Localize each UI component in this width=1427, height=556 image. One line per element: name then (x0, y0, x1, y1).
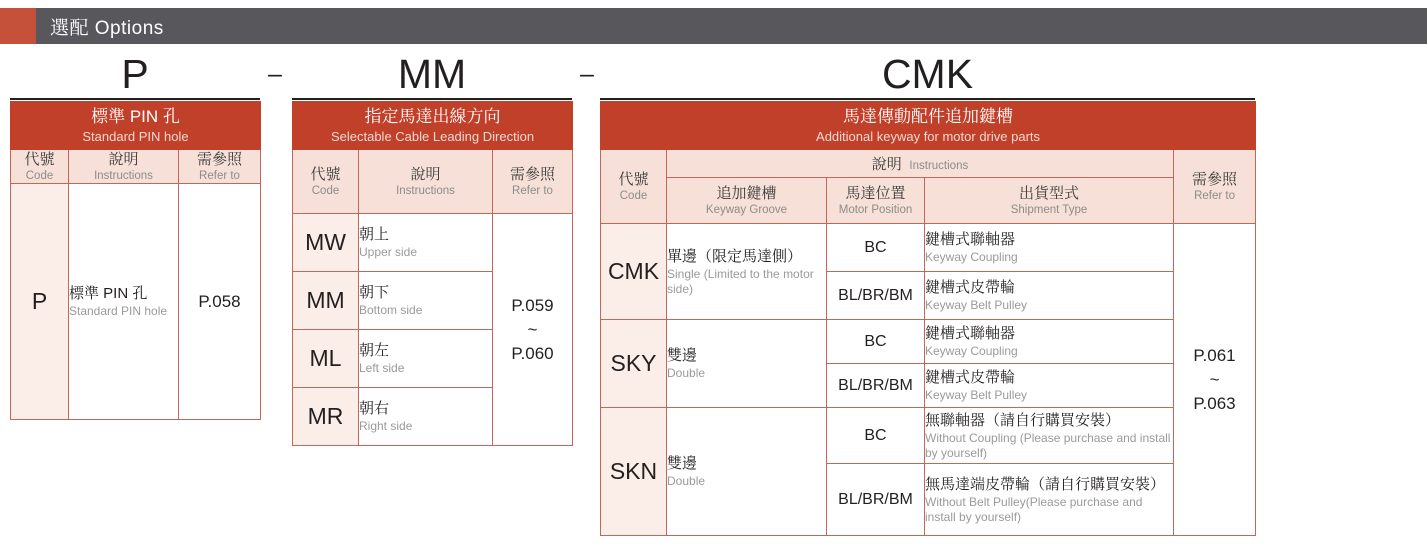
band-title-cn: 標準 PIN 孔 (91, 107, 180, 126)
cell-shipment (925, 364, 1174, 408)
header-refer (1174, 150, 1256, 224)
code-letter-p: P (121, 51, 149, 97)
cell-shipment-en: Keyway Belt Pulley (925, 298, 1028, 312)
header-refer-en: Refer to (199, 170, 240, 182)
header-shipment-cn: 出貨型式 (1018, 185, 1079, 202)
header-refer-en: Refer to (512, 185, 553, 197)
cell-desc-cn: 朝下 (359, 284, 390, 301)
cell-refer-mm (493, 214, 573, 446)
cell-code-mw: MW (293, 214, 359, 272)
refer-line-3: P.060 (511, 343, 554, 363)
code-separator-1: – (268, 60, 282, 88)
header-code-cn: 代號 (24, 151, 55, 168)
header-keyway-groove (667, 178, 827, 224)
header-code-cn: 代號 (310, 166, 341, 183)
band-title-en: Additional keyway for motor drive parts (816, 129, 1041, 144)
band-title-cn: 馬達傳動配件追加鍵槽 (843, 107, 1014, 126)
header-refer-en: Refer to (1194, 190, 1235, 202)
header-refer (493, 150, 573, 214)
table-row (601, 408, 1256, 464)
header-motor-position-cn: 馬達位置 (845, 185, 906, 202)
header-instructions (359, 150, 493, 214)
table-header-row-top (601, 150, 1256, 178)
code-letters-row (0, 48, 1427, 100)
cell-desc-en: Bottom side (359, 303, 423, 317)
cell-code-ml: ML (293, 330, 359, 388)
cell-keyway-en: Double (667, 366, 706, 380)
header-instructions-cn: 說明 (410, 166, 441, 183)
underline-cmk (600, 98, 1255, 100)
band-additional-keyway (601, 102, 1256, 150)
header-motor-position (827, 178, 925, 224)
cell-desc-cn: 標準 PIN 孔 (69, 285, 148, 302)
header-refer-cn: 需參照 (1192, 171, 1238, 188)
header-keyway-cn: 追加鍵槽 (716, 185, 777, 202)
cell-shipment (925, 408, 1174, 464)
cell-keyway-cn: 雙邊 (667, 347, 698, 364)
cell-code-mm: MM (293, 272, 359, 330)
cell-desc-en: Left side (359, 361, 405, 375)
cell-shipment-en: Keyway Coupling (925, 344, 1018, 358)
underline-mm (292, 98, 572, 100)
cell-keyway-cn: 單邊（限定馬達側） (667, 247, 803, 265)
refer-line-1: P.059 (511, 295, 554, 315)
cell-refer-p: P.058 (179, 184, 261, 420)
cell-keyway-cn: 雙邊 (667, 455, 698, 472)
cell-desc-cn: 朝左 (359, 342, 390, 359)
cell-motor-position: BC (827, 224, 925, 272)
cell-code-skn: SKN (601, 408, 667, 536)
cell-shipment-en: Without Coupling (Please purchase and install by yourself) (925, 430, 1171, 460)
table-row (601, 320, 1256, 364)
cell-code-p: P (11, 184, 69, 420)
code-letter-mm: MM (397, 51, 467, 97)
cell-desc-en: Standard PIN hole (69, 304, 168, 318)
cell-desc-en: Upper side (359, 245, 418, 259)
code-letter-cmk: CMK (881, 51, 974, 97)
table-row (11, 184, 261, 420)
header-instructions-cn: 說明 (108, 151, 139, 168)
header-refer-cn: 需參照 (197, 151, 243, 168)
code-separator-2: – (580, 60, 594, 88)
header-code-en: Code (25, 170, 54, 182)
cell-shipment-cn: 鍵槽式聯軸器 (925, 325, 1016, 342)
cell-shipment-cn: 鍵槽式皮帶輪 (925, 279, 1016, 296)
cell-shipment-en: Without Belt Pulley(Please purchase and install by yourself) (925, 494, 1143, 524)
header-keyway-en: Keyway Groove (705, 204, 788, 216)
cell-shipment-cn: 鍵槽式皮帶輪 (925, 369, 1016, 386)
refer-line-3: P.063 (1193, 393, 1236, 413)
table-header-row (293, 150, 573, 214)
cell-code-sky: SKY (601, 320, 667, 408)
table-band-row (293, 102, 573, 150)
cell-keyway-en: Single (Limited to the motor side) (667, 266, 814, 296)
cell-desc-mw (359, 214, 493, 272)
refer-line-1: P.061 (1193, 345, 1236, 365)
header-code-cn: 代號 (618, 171, 649, 188)
cell-shipment-cn: 鍵槽式聯軸器 (925, 231, 1016, 248)
cell-shipment-en: Keyway Belt Pulley (925, 388, 1028, 402)
cell-motor-position: BL/BR/BM (827, 464, 925, 536)
header-instructions (69, 150, 179, 184)
header-shipment-en: Shipment Type (1010, 204, 1088, 216)
underline-p (10, 98, 260, 100)
cell-motor-position: BL/BR/BM (827, 364, 925, 408)
cell-shipment (925, 464, 1174, 536)
refer-line-2: ~ (527, 319, 538, 339)
header-instructions (667, 150, 1174, 178)
cell-motor-position: BC (827, 320, 925, 364)
cell-shipment (925, 320, 1174, 364)
table-row (293, 214, 573, 272)
header-accent-tab (0, 8, 36, 44)
page-title: 選配 Options (50, 17, 164, 39)
header-refer-cn: 需參照 (510, 166, 556, 183)
section-header (0, 8, 1427, 44)
header-shipment-type (925, 178, 1174, 224)
cell-desc-en: Right side (359, 419, 413, 433)
band-title-cn: 指定馬達出線方向 (364, 107, 501, 126)
table-cable-leading-direction (292, 101, 573, 446)
table-row (601, 224, 1256, 272)
cell-code-mr: MR (293, 388, 359, 446)
band-standard-pin-hole (11, 102, 261, 150)
cell-keyway-cmk (667, 224, 827, 320)
table-header-row-sub (601, 178, 1256, 224)
cell-code-cmk: CMK (601, 224, 667, 320)
cell-shipment-cn: 無馬達端皮帶輪（請自行購買安裝） (925, 475, 1166, 493)
cell-shipment (925, 272, 1174, 320)
table-band-row (11, 102, 261, 150)
cell-desc-p (69, 184, 179, 420)
header-instructions-en: Instructions (94, 170, 153, 182)
table-additional-keyway (600, 101, 1256, 536)
band-title-en: Standard PIN hole (82, 129, 189, 144)
cell-motor-position: BC (827, 408, 925, 464)
header-code (293, 150, 359, 214)
cell-desc-cn: 朝上 (359, 226, 390, 243)
cell-shipment (925, 224, 1174, 272)
cell-motor-position: BL/BR/BM (827, 272, 925, 320)
cell-shipment-cn: 無聯軸器（請自行購買安裝） (925, 411, 1121, 429)
header-refer (179, 150, 261, 184)
cell-keyway-en: Double (667, 474, 706, 488)
table-standard-pin-hole (10, 101, 261, 420)
refer-line-2: ~ (1209, 369, 1220, 389)
band-cable-direction (293, 102, 573, 150)
header-code (601, 150, 667, 224)
cell-shipment-en: Keyway Coupling (925, 250, 1018, 264)
cell-desc-mm (359, 272, 493, 330)
header-instructions-cn: 說明 (871, 156, 902, 173)
header-code-en: Code (619, 190, 648, 202)
cell-keyway-skn (667, 408, 827, 536)
cell-desc-mr (359, 388, 493, 446)
cell-keyway-sky (667, 320, 827, 408)
table-header-row (11, 150, 261, 184)
header-instructions-en: Instructions (396, 185, 455, 197)
header-instructions-en: Instructions (909, 160, 969, 172)
cell-desc-cn: 朝右 (359, 400, 390, 417)
cell-desc-ml (359, 330, 493, 388)
header-code (11, 150, 69, 184)
table-band-row (601, 102, 1256, 150)
band-title-en: Selectable Cable Leading Direction (330, 129, 535, 144)
cell-refer-cmk (1174, 224, 1256, 536)
header-motor-position-en: Motor Position (838, 204, 913, 216)
header-code-en: Code (311, 185, 340, 197)
